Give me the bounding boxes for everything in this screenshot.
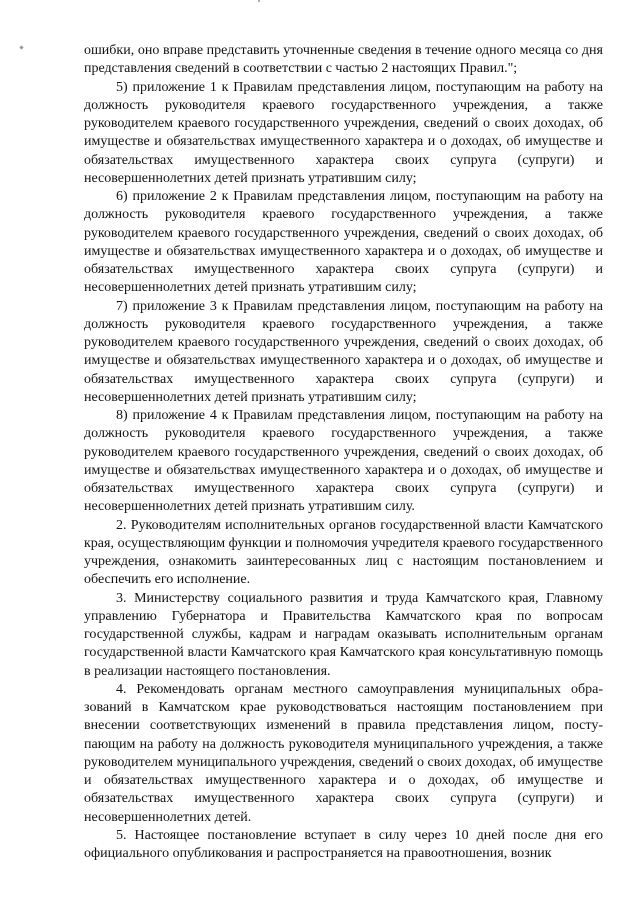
paragraph-section-3: 3. Министерству социального развития и труда Камчатского края, Главному управлению Губернатора и Правительства Камчатского края по вопросам государственной службы, кадрам и наградам оказывать исполнительным органам государственной власти Камчатского края Камчатского края консультативную помощь в реализации настоящего постановления. [84, 590, 603, 679]
paragraph-item-6: 6) приложение 2 к Правилам представления лицом, поступающим на работу на должность руководителя краевого государственного учреждения, а также руководителем краевого государственного учреждения, сведений о своих доходах, об имуществе и обязательствах имущественного характера и о доходах, об имуществе и обязательствах имущественного характера своих супруга (супруги) и несовершеннолетних детей признать утратившим силу; [84, 189, 603, 296]
paragraph-item-7: 7) приложение 3 к Правилам представления лицом, поступающим на работу на должность руководителя краевого государственного учреждения, а также руководителем краевого государственного учреждения, сведений о своих доходах, об имуществе и обязательствах имущественного характера и о доходах, об имуществе и обязательствах имущественного характера своих супруга (супруги) и несовершеннолетних детей признать утратившим силу; [84, 298, 603, 405]
paragraph-section-4: 4. Рекомендовать органам местного самоуправления муниципальных образований в Камчатском крае руководствоваться настоящим постановлением при внесении соответствующих изменений в правила представления лицом, поступающим на работу на должность руководителя муниципального учреждения, а также руководителем муниципального учреждения, сведений о своих доходах, об имуществе и обязательствах имущественного характера и о доходах, об имуществе и обязательствах имущественного характера своих супруга (супруги) и несовершеннолетних детей. [84, 681, 603, 825]
paragraph-item-5: 5) приложение 1 к Правилам представления лицом, поступающим на работу на должность руководителя краевого государственного учреждения, а также руководителем краевого государственного учреждения, сведений о своих доходах, об имуществе и обязательствах имущественного характера и о доходах, об имуществе и обязательствах имущественного характера своих супруга (супруги) и несовершеннолетних детей признать утратившим силу; [84, 79, 603, 186]
scan-artifact [258, 0, 260, 2]
paragraph-section-5: 5. Настоящее постановление вступает в силу через 10 дней после дня его официального опубликования и распространяется на правоотношения, возник [84, 827, 603, 861]
paragraph-section-2: 2. Руководителям исполнительных органов государственной власти Камчатского края, осуществляющим функции и полномочия учредителя краевого государственного учреждения, ознакомить заинтересованных лиц с настоящим постановлением и обеспечить его исполнение. [84, 517, 603, 588]
scan-artifact [19, 45, 23, 49]
paragraph-item-8: 8) приложение 4 к Правилам представления лицом, поступающим на работу на должность руководителя краевого государственного учреждения, а также руководителем краевого государственного учреждения, сведений о своих доходах, об имуществе и обязательствах имущественного характера и о доходах, об имуществе и обязательствах имущественного характера своих супруга (супруги) и несовершеннолетних детей признать утратившим силу. [84, 408, 603, 515]
paragraph-continuation: ошибки, оно вправе представить уточненные сведения в течение одного месяца со дня представления сведений в соответствии с частью 2 настоящих Правил."; [84, 43, 603, 77]
document-body [84, 42, 603, 863]
